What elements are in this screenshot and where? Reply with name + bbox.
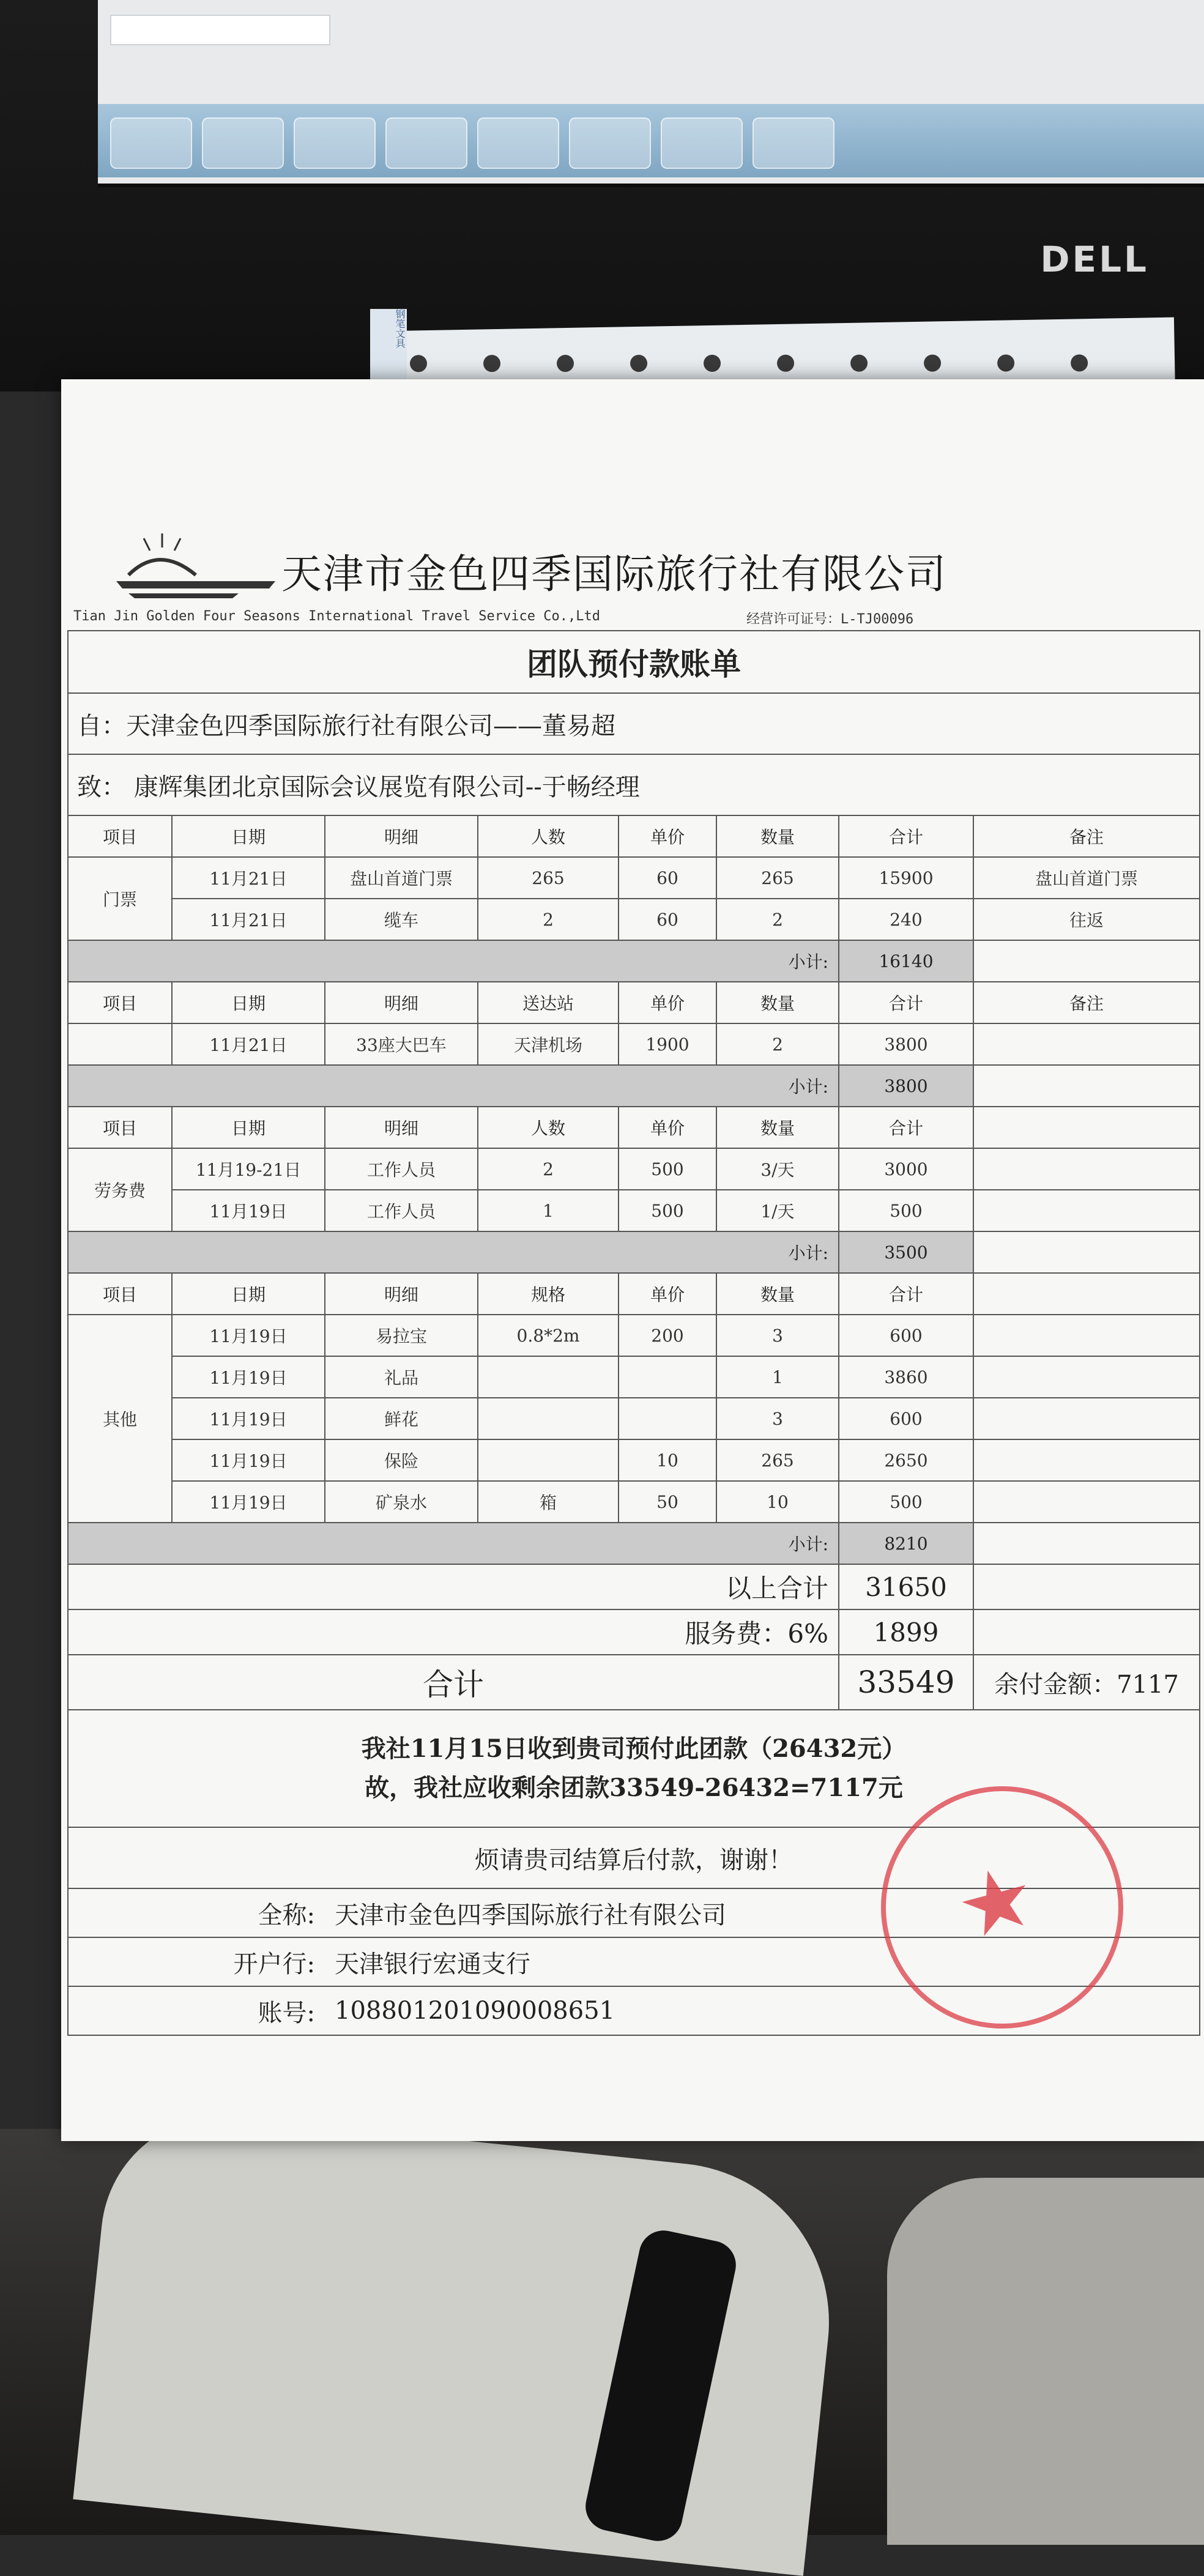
table-cell: 11月19日	[172, 1356, 325, 1398]
table-cell: 3000	[839, 1148, 973, 1190]
service-fee-label: 服务费：6%	[68, 1609, 839, 1655]
table-header-row	[68, 982, 1200, 1023]
table-cell: 3800	[839, 1023, 973, 1065]
table-cell: 鲜花	[325, 1398, 478, 1439]
column-header: 单价	[619, 815, 716, 857]
table-cell: 500	[619, 1190, 716, 1231]
table-cell: 0.8*2m	[478, 1315, 619, 1356]
table-cell: 往返	[973, 899, 1200, 940]
table-row	[68, 1148, 1200, 1190]
bill-title: 团队预付款账单	[68, 631, 1200, 693]
table-cell	[973, 1148, 1200, 1190]
taskbar	[98, 104, 1204, 177]
table-header-row	[68, 815, 1200, 857]
above-total-row	[68, 1564, 1200, 1609]
service-fee-value: 1899	[839, 1609, 973, 1655]
column-header: 日期	[172, 1107, 325, 1148]
table-cell	[478, 1439, 619, 1481]
punch-hole	[777, 355, 794, 372]
taskbar-app-icon	[385, 117, 467, 169]
table-cell: 天津机场	[478, 1023, 619, 1065]
clothing	[73, 2104, 844, 2576]
grand-total-value: 33549	[839, 1655, 973, 1710]
table-cell: 60	[619, 857, 716, 899]
payment-note-line: 我社11月15日收到贵司预付此团款（26432元）	[361, 1734, 907, 1763]
punch-hole	[410, 355, 427, 372]
table-cell: 礼品	[325, 1356, 478, 1398]
account-name-label: 全称:	[68, 1888, 325, 1937]
column-header: 数量	[716, 982, 839, 1023]
column-header: 日期	[172, 1273, 325, 1315]
license-number: 经营许可证号：L-TJ00096	[746, 612, 914, 627]
table-cell: 60	[619, 899, 716, 940]
table-cell	[619, 1356, 716, 1398]
table-cell: 3860	[839, 1356, 973, 1398]
table-cell: 10	[716, 1481, 839, 1523]
bill-from: 自：天津金色四季国际旅行社有限公司——董易超	[68, 693, 1200, 754]
column-header: 备注	[973, 982, 1200, 1023]
subtotal-label: 小计:	[68, 1231, 839, 1273]
punch-hole	[630, 355, 647, 372]
taskbar-app-icon	[661, 117, 743, 169]
column-header: 单价	[619, 1273, 716, 1315]
column-header: 明细	[325, 815, 478, 857]
subtotal-label: 小计:	[68, 940, 839, 982]
table-cell	[478, 1398, 619, 1439]
column-header: 规格	[478, 1273, 619, 1315]
binder-tag: 钢笔文具	[370, 309, 407, 382]
table-cell: 11月21日	[172, 899, 325, 940]
table-cell	[973, 1065, 1200, 1107]
account-number: 108801201090008651	[325, 1986, 1200, 2035]
taskbar-app-icon	[752, 117, 834, 169]
table-cell: 1900	[619, 1023, 716, 1065]
table-cell	[973, 1609, 1200, 1655]
subtotal-label: 小计:	[68, 1523, 839, 1564]
table-cell: 11月19-21日	[172, 1148, 325, 1190]
grand-total-row	[68, 1655, 1200, 1710]
table-cell	[619, 1398, 716, 1439]
account-bank-label: 开户行:	[68, 1937, 325, 1986]
table-cell: 11月19日	[172, 1315, 325, 1356]
category-cell	[68, 1023, 172, 1065]
clothing	[887, 2178, 1204, 2545]
bill-to: 致： 康辉集团北京国际会议展览有限公司--于畅经理	[68, 754, 1200, 815]
table-cell: 500	[839, 1481, 973, 1523]
balance-due: 余付金额：7117	[973, 1655, 1200, 1710]
table-cell: 200	[619, 1315, 716, 1356]
payment-note-line: 故，我社应收剩余团款33549-26432=7117元	[365, 1773, 903, 1802]
punch-hole	[557, 355, 574, 372]
grand-total-label: 合计	[68, 1655, 839, 1710]
table-cell: 工作人员	[325, 1148, 478, 1190]
subtotal-value: 8210	[839, 1523, 973, 1564]
table-cell: 500	[839, 1190, 973, 1231]
punch-hole	[1071, 354, 1088, 371]
column-header: 人数	[478, 1107, 619, 1148]
taskbar-app-icon	[569, 117, 651, 169]
table-row	[68, 1023, 1200, 1065]
table-cell: 3	[716, 1315, 839, 1356]
table-cell: 11月19日	[172, 1190, 325, 1231]
column-header: 备注	[973, 815, 1200, 857]
column-header: 项目	[68, 982, 172, 1023]
subtotal-value: 3800	[839, 1065, 973, 1107]
table-cell: 3	[716, 1398, 839, 1439]
taskbar-app-icon	[202, 117, 284, 169]
table-cell: 箱	[478, 1481, 619, 1523]
table-cell: 盘山首道门票	[325, 857, 478, 899]
table-cell: 2650	[839, 1439, 973, 1481]
table-cell: 11月21日	[172, 857, 325, 899]
column-header: 明细	[325, 1273, 478, 1315]
monitor-brand-logo: DELL	[1040, 239, 1149, 280]
table-row	[68, 1315, 1200, 1356]
punch-hole	[997, 354, 1014, 371]
column-header: 单价	[619, 982, 716, 1023]
table-cell: 10	[619, 1439, 716, 1481]
table-cell	[973, 1356, 1200, 1398]
table-cell: 保险	[325, 1439, 478, 1481]
column-header: 日期	[172, 815, 325, 857]
subtotal-value: 3500	[839, 1231, 973, 1273]
table-cell: 11月19日	[172, 1398, 325, 1439]
taskbar-start-icon	[110, 117, 192, 169]
table-cell: 2	[716, 899, 839, 940]
table-cell: 3/天	[716, 1148, 839, 1190]
company-logo-icon	[92, 532, 312, 612]
table-cell: 240	[839, 899, 973, 940]
column-header: 项目	[68, 1273, 172, 1315]
column-header: 人数	[478, 815, 619, 857]
punch-hole	[483, 355, 500, 372]
table-row	[68, 1398, 1200, 1439]
stamp-star-icon: ★	[946, 1844, 1047, 1961]
column-header: 合计	[839, 815, 973, 857]
table-cell: 265	[478, 857, 619, 899]
table-cell	[973, 940, 1200, 982]
column-header: 明细	[325, 1107, 478, 1148]
table-cell: 1	[478, 1190, 619, 1231]
column-header: 项目	[68, 1107, 172, 1148]
account-number-label: 账号:	[68, 1986, 325, 2035]
table-cell	[973, 1023, 1200, 1065]
table-cell: 2	[716, 1023, 839, 1065]
column-header: 合计	[839, 1107, 973, 1148]
category-cell: 劳务费	[68, 1148, 172, 1231]
table-cell	[973, 1315, 1200, 1356]
table-cell	[973, 1439, 1200, 1481]
table-cell	[973, 1231, 1200, 1273]
screen-search-field	[110, 15, 330, 45]
company-name-cn: 天津市金色四季国际旅行社有限公司	[281, 551, 947, 598]
column-header: 数量	[716, 815, 839, 857]
table-cell: 1	[716, 1356, 839, 1398]
account-name: 天津市金色四季国际旅行社有限公司	[325, 1888, 1200, 1937]
table-cell: 33座大巴车	[325, 1023, 478, 1065]
table-cell: 易拉宝	[325, 1315, 478, 1356]
category-cell: 门票	[68, 857, 172, 940]
table-cell: 盘山首道门票	[973, 857, 1200, 899]
table-cell: 11月19日	[172, 1439, 325, 1481]
column-header: 送达站	[478, 982, 619, 1023]
table-cell: 500	[619, 1148, 716, 1190]
column-header: 日期	[172, 982, 325, 1023]
table-row	[68, 857, 1200, 899]
table-cell: 600	[839, 1315, 973, 1356]
table-cell: 15900	[839, 857, 973, 899]
column-header	[973, 1273, 1200, 1315]
table-cell	[973, 1481, 1200, 1523]
subtotal-value: 16140	[839, 940, 973, 982]
column-header: 数量	[716, 1273, 839, 1315]
table-row	[68, 1356, 1200, 1398]
account-bank: 天津银行宏通支行	[325, 1937, 1200, 1986]
subtotal-label: 小计:	[68, 1065, 839, 1107]
company-name-en: Tian Jin Golden Four Seasons International Travel Service Co.,Ltd	[73, 609, 600, 624]
column-header: 单价	[619, 1107, 716, 1148]
thanks-text: 烦请贵司结算后付款，谢谢！	[68, 1827, 1200, 1888]
table-cell	[973, 1564, 1200, 1609]
taskbar-app-icon	[294, 117, 376, 169]
punch-hole	[850, 354, 868, 371]
table-cell: 50	[619, 1481, 716, 1523]
column-header: 合计	[839, 1273, 973, 1315]
table-cell: 缆车	[325, 899, 478, 940]
table-cell: 2	[478, 1148, 619, 1190]
table-cell: 1/天	[716, 1190, 839, 1231]
service-fee-row	[68, 1609, 1200, 1655]
taskbar-app-icon	[477, 117, 559, 169]
table-cell: 600	[839, 1398, 973, 1439]
table-cell: 11月19日	[172, 1481, 325, 1523]
column-header: 数量	[716, 1107, 839, 1148]
table-row	[68, 1190, 1200, 1231]
table-cell: 265	[716, 857, 839, 899]
category-cell: 其他	[68, 1315, 172, 1523]
table-cell	[973, 1523, 1200, 1564]
table-cell: 11月21日	[172, 1023, 325, 1065]
bill-paper	[61, 379, 1204, 2141]
table-cell	[973, 1190, 1200, 1231]
table-header-row	[68, 1107, 1200, 1148]
column-header: 合计	[839, 982, 973, 1023]
punch-hole	[924, 354, 941, 371]
subtotal-row	[68, 1523, 1200, 1564]
above-total-label: 以上合计	[68, 1564, 839, 1609]
table-cell: 工作人员	[325, 1190, 478, 1231]
table-row	[68, 899, 1200, 940]
punch-hole	[704, 355, 721, 372]
table-cell: 2	[478, 899, 619, 940]
subtotal-row	[68, 940, 1200, 982]
table-cell	[478, 1356, 619, 1398]
table-row	[68, 1439, 1200, 1481]
subtotal-row	[68, 1231, 1200, 1273]
table-cell: 265	[716, 1439, 839, 1481]
table-row	[68, 1481, 1200, 1523]
column-header: 项目	[68, 815, 172, 857]
subtotal-row	[68, 1065, 1200, 1107]
column-header: 明细	[325, 982, 478, 1023]
table-cell	[973, 1398, 1200, 1439]
column-header	[973, 1107, 1200, 1148]
table-cell: 矿泉水	[325, 1481, 478, 1523]
above-total-value: 31650	[839, 1564, 973, 1609]
table-header-row	[68, 1273, 1200, 1315]
